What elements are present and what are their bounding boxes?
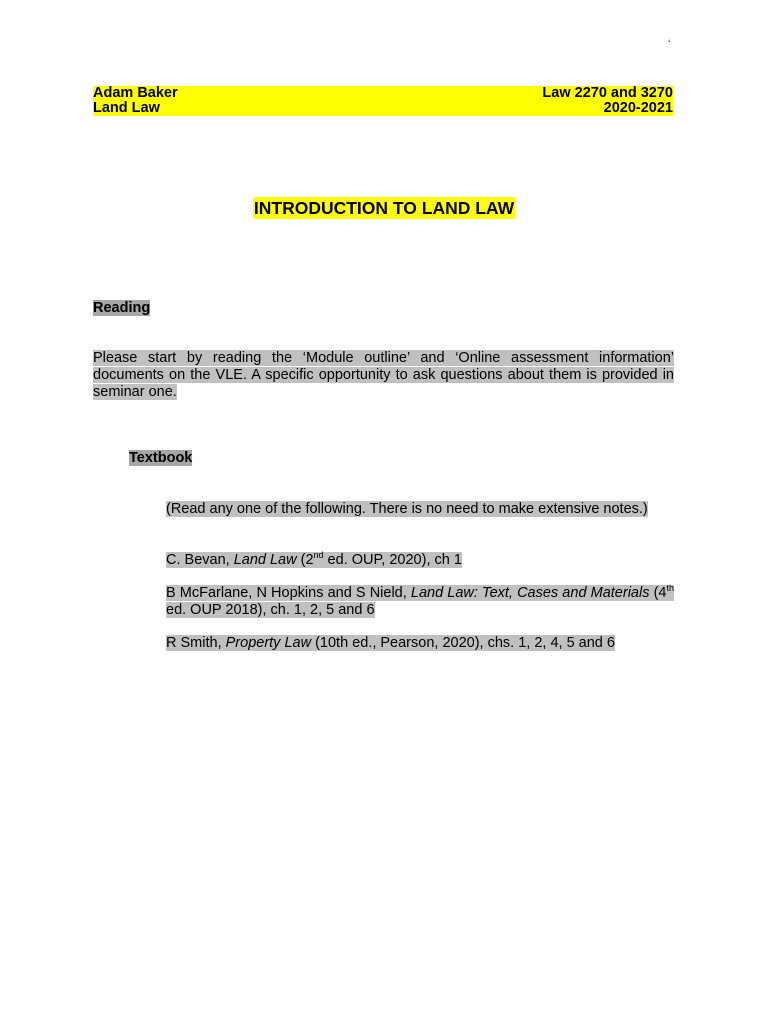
academic-year: 2020-2021 bbox=[603, 100, 673, 116]
book-entry-text bbox=[166, 635, 615, 651]
book-author: C. Bevan, bbox=[166, 552, 234, 568]
textbook-note-text: (Read any one of the following. There is no need to make extensive notes.) bbox=[166, 501, 648, 517]
subject-name: Land Law bbox=[93, 100, 160, 116]
reading-paragraph bbox=[93, 350, 674, 401]
book-title: Land Law bbox=[233, 552, 297, 568]
header-row-2 bbox=[93, 101, 673, 116]
reading-paragraph-text: Please start by reading the ‘Module outline’ and ‘Online assessment information’ documents on the VLE. A specific opportunity to ask questions about them is provided in seminar one. bbox=[93, 350, 674, 400]
book-entry-bevan bbox=[166, 552, 674, 569]
author-name: Adam Baker bbox=[93, 85, 178, 101]
textbook-note bbox=[166, 501, 674, 518]
book-details: ed. OUP 2018), ch. 1, 2, 5 and 6 bbox=[166, 601, 375, 618]
book-edition-suffix: nd bbox=[313, 550, 324, 561]
book-details: (10th ed., Pearson, 2020), chs. 1, 2, 4, 5 and 6 bbox=[311, 635, 615, 651]
book-title: Property Law bbox=[225, 635, 312, 651]
title-container bbox=[0, 197, 768, 219]
book-author: R Smith, bbox=[166, 635, 226, 651]
page-mark: ‘ bbox=[668, 38, 671, 50]
book-edition: (4 bbox=[649, 585, 667, 601]
book-title: Land Law: Text, Cases and Materials bbox=[410, 585, 650, 601]
document-header bbox=[93, 86, 673, 116]
book-entry-smith bbox=[166, 635, 674, 652]
book-entry-text bbox=[166, 585, 674, 618]
reading-heading bbox=[93, 300, 150, 317]
course-code: Law 2270 and 3270 bbox=[542, 85, 673, 101]
book-entry-mcfarlane bbox=[166, 585, 674, 618]
textbook-heading-text: Textbook bbox=[129, 450, 193, 466]
book-entry-text bbox=[166, 552, 462, 568]
reading-heading-text: Reading bbox=[93, 300, 151, 316]
book-details: ed. OUP, 2020), ch 1 bbox=[323, 552, 462, 568]
header-row-1 bbox=[93, 86, 673, 101]
book-author: B McFarlane, N Hopkins and S Nield, bbox=[166, 585, 411, 601]
document-title: INTRODUCTION TO LAND LAW bbox=[253, 198, 515, 218]
book-edition-suffix: th bbox=[666, 583, 675, 594]
book-edition: (2 bbox=[296, 552, 314, 568]
textbook-heading bbox=[129, 450, 192, 467]
